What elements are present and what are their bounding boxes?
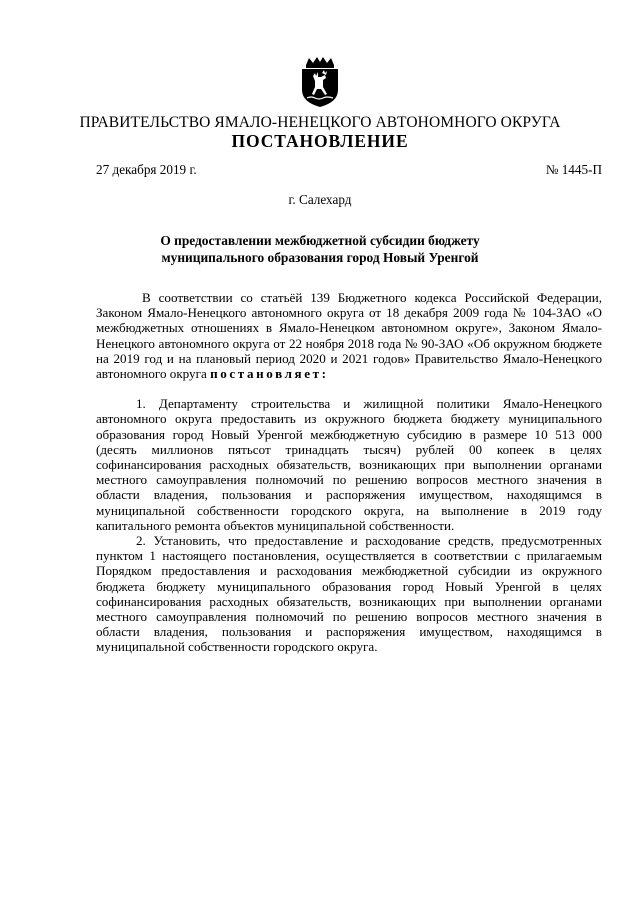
resolves-word: постановляет: xyxy=(210,366,329,382)
document-subject xyxy=(0,233,640,266)
document-type: ПОСТАНОВЛЕНИЕ xyxy=(231,131,409,151)
yamal-coat-of-arms-icon xyxy=(298,56,342,108)
document-number: № 1445-П xyxy=(545,162,602,177)
subject-line-1: О предоставлении межбюджетной субсидии бюджету xyxy=(160,233,480,248)
government-title: ПРАВИТЕЛЬСТВО ЯМАЛО-НЕНЕЦКОГО АВТОНОМНОГО ОКРУГА xyxy=(79,114,561,131)
preamble-paragraph xyxy=(96,290,602,381)
document-date: 27 декабря 2019 г. xyxy=(96,162,197,177)
item-paragraph-2: 2. Установить, что предоставление и расходование средств, предусмотренных пунктом 1 настоящего постановления, осуществляется в соответствии с прилагаемым Порядком предоставления и расходования межбюджетной субсидии из окружного бюджета бюджету муниципального образования город Новый Уренгой в целях софинансирования расходных обязательств, возникающих при выполнении органами местного самоуправления полномочий по решению вопросов местного значения в области владения, пользования и распоряжения имуществом, находящимся в муниципальной собственности городского округа. xyxy=(96,533,602,655)
preamble-text: В соответствии со статьёй 139 Бюджетного кодекса Российской Федерации, Законом Ямало-Ненецкого автономного округа от 18 декабря 2009 года № 104-ЗАО «О межбюджетных отношениях в Ямало-Ненецком автономном округе», Законом Ямало-Ненецкого автономного округа от 22 ноября 2018 года № 90-ЗАО «Об окружном бюджете на 2019 год и на плановый период 2020 и 2021 годов» Правительство Ямало-Ненецкого автономного округа xyxy=(96,290,602,382)
item-paragraph-1: 1. Департаменту строительства и жилищной политики Ямало-Ненецкого автономного округа предоставить из окружного бюджета бюджету муниципального образования город Новый Уренгой межбюджетную субсидию в размере 10 513 000 (десять миллионов пятьсот тринадцать тысяч) рублей 00 копеек в целях софинансирования расходных обязательств, возникающих при выполнении органами местного самоуправления полномочий по решению вопросов местного значения в области владения, пользования и распоряжения имуществом, находящимся в муниципальной собственности городского округа, на выполнение в 2019 году капитального ремонта объектов муниципальной собственности. xyxy=(96,396,602,533)
document-city: г. Салехард xyxy=(288,192,352,207)
document-body xyxy=(96,290,602,655)
subject-line-2: муниципального образования город Новый Уренгой xyxy=(161,249,479,265)
